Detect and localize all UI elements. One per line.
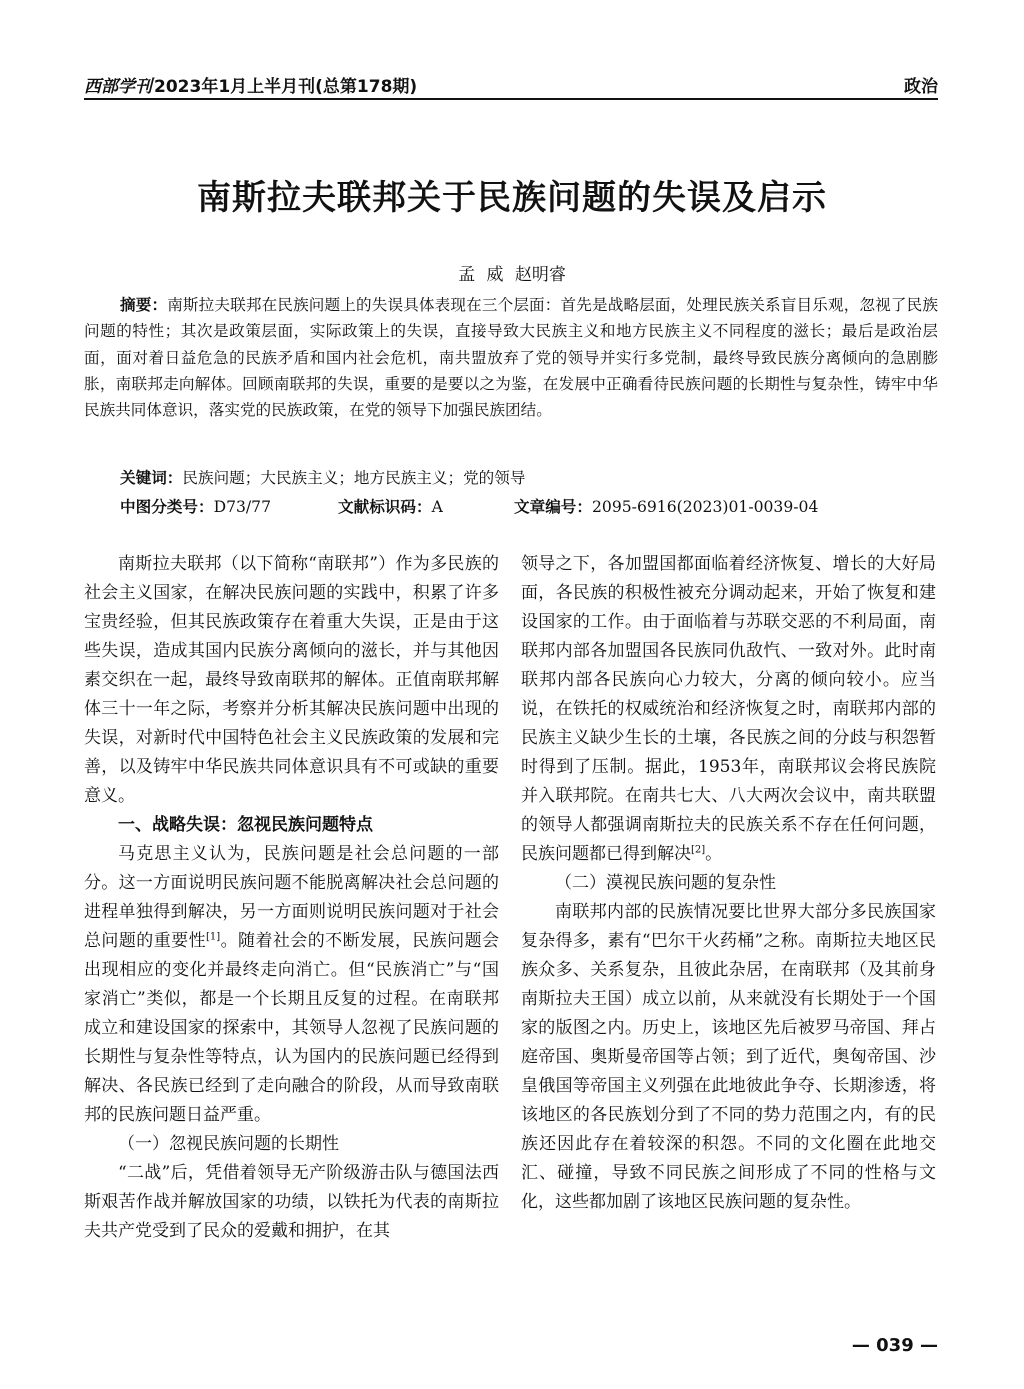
running-header xyxy=(84,70,938,100)
doc-label: 文献标识码： xyxy=(338,498,432,516)
abstract-label: 摘要： xyxy=(120,296,168,314)
body-paragraph: 南联邦内部的民族情况要比世界大部分多民族国家复杂得多，素有“巴尔干火药桶”之称。南斯拉夫地区民族众多、关系复杂，且彼此杂居，在南联邦（及其前身南斯拉夫王国）成立以前，从来就没有长期处于一个国家的版图之内。历史上，该地区先后被罗马帝国、拜占庭帝国、奥斯曼帝国等占领；到了近代，奥匈帝国、沙皇俄国等帝国主义列强在此地彼此争夺、长期渗透，将该地区的各民族划分到了不同的势力范围之内，有的民族还因此存在着较深的积怨。不同的文化圈在此地交汇、碰撞，导致不同民族之间形成了不同的性格与文化，这些都加剧了该地区民族问题的复杂性。 xyxy=(521,902,936,1212)
header-journal-issue xyxy=(84,72,417,97)
keywords-text: 民族问题；大民族主义；地方民族主义；党的领导 xyxy=(182,469,526,487)
page-number: — 039 — xyxy=(851,1335,938,1356)
article-value: 2095-6916(2023)01-0039-04 xyxy=(591,498,819,516)
abstract-text: 南斯拉夫联邦在民族问题上的失误具体表现在三个层面：首先是战略层面，处理民族关系盲目乐观，忽视了民族问题的特性；其次是政策层面，实际政策上的失误，直接导致大民族主义和地方民族主义不同程度的滋长；最后是政治层面，面对着日益危急的民族矛盾和国内社会危机，南共盟放弃了党的领导并实行多党制，最终导致民族分离倾向的急剧膨胀，南联邦走向解体。回顾南联邦的失误，重要的是要以之为鉴，在发展中正确看待民族问题的长期性与复杂性，铸牢中华民族共同体意识，落实党的民族政策，在党的领导下加强民族团结。 xyxy=(84,296,938,420)
article-number xyxy=(514,495,818,517)
journal-name: 西部学刊 xyxy=(84,77,152,97)
body-paragraph xyxy=(84,840,499,1130)
article-title: 南斯拉夫联邦关于民族问题的失误及启示 xyxy=(197,178,827,218)
subsection-heading: （二）漠视民族问题的复杂性 xyxy=(555,873,776,893)
right-column xyxy=(521,550,936,1217)
section-name: 政治 xyxy=(904,77,938,97)
body-paragraph xyxy=(521,550,936,869)
document-code xyxy=(338,495,443,517)
left-column xyxy=(84,550,499,1246)
paragraph-text: 马克思主义认为，民族问题是社会总问题的一部分。这一方面说明民族问题不能脱离解决社会总问题的进程单独得到解决，另一方面则说明民族问题对于社会总问题的重要性 xyxy=(84,844,499,951)
clc-value: D73/77 xyxy=(213,498,272,516)
keywords-label: 关键词： xyxy=(120,469,183,487)
issue-info: 2023年1月上半月刊(总第178期) xyxy=(154,77,418,97)
keywords xyxy=(120,466,525,488)
subsection-heading: （一）忽视民族问题的长期性 xyxy=(118,1134,339,1154)
clc-label: 中图分类号： xyxy=(120,498,214,516)
section-heading: 一、战略失误：忽视民族问题特点 xyxy=(118,815,373,835)
paragraph-text: 。随着社会的不断发展，民族问题会出现相应的变化并最终走向消亡。但“民族消亡”与“国家消亡”类似，都是一个长期且反复的过程。在南联邦成立和建设国家的探索中，其领导人忽视了民族问题的长期性与复杂性等特点，认为国内的民族问题已经得到解决、各民族已经到了走向融合的阶段，从而导致南联邦的民族问题日益严重。 xyxy=(84,931,500,1125)
article-label: 文章编号： xyxy=(514,498,592,516)
citation-ref: [1] xyxy=(206,931,221,943)
body-paragraph: “二战”后，凭借着领导无产阶级游击队与德国法西斯艰苦作战并解放国家的功绩，以铁托为代表的南斯拉夫共产党受到了民众的爱戴和拥护，在其 xyxy=(84,1163,499,1241)
citation-ref: [2] xyxy=(691,844,706,856)
abstract xyxy=(84,292,938,423)
classification-row xyxy=(120,495,940,521)
authors: 孟 威 赵明睿 xyxy=(458,265,566,285)
doc-value: A xyxy=(431,498,443,516)
paragraph-text: 。 xyxy=(705,844,723,864)
paragraph-text: 领导之下，各加盟国都面临着经济恢复、增长的大好局面，各民族的积极性被充分调动起来，开始了恢复和建设国家的工作。由于面临着与苏联交恶的不利局面，南联邦内部各加盟国各民族同仇敌忾、一致对外。此时南联邦内部各民族向心力较大，分离的倾向较小。应当说，在铁托的权威统治和经济恢复之时，南联邦内部的民族主义缺少生长的土壤，各民族之间的分歧与积怨暂时得到了压制。据此，1953年，南联邦议会将民族院并入联邦院。在南共七大、八大两次会议中，南共联盟的领导人都强调南斯拉夫的民族关系不存在任何问题，民族问题都已得到解决 xyxy=(521,554,936,864)
clc-number xyxy=(120,495,271,517)
body-paragraph: 南斯拉夫联邦（以下简称“南联邦”）作为多民族的社会主义国家，在解决民族问题的实践中，积累了许多宝贵经验，但其民族政策存在着重大失误，正是由于这些失误，造成其国内民族分离倾向的滋长，并与其他因素交织在一起，最终导致南联邦的解体。正值南联邦解体三十一年之际，考察并分析其解决民族问题中出现的失误，对新时代中国特色社会主义民族政策的发展和完善，以及铸牢中华民族共同体意识具有不可或缺的重要意义。 xyxy=(84,554,499,806)
